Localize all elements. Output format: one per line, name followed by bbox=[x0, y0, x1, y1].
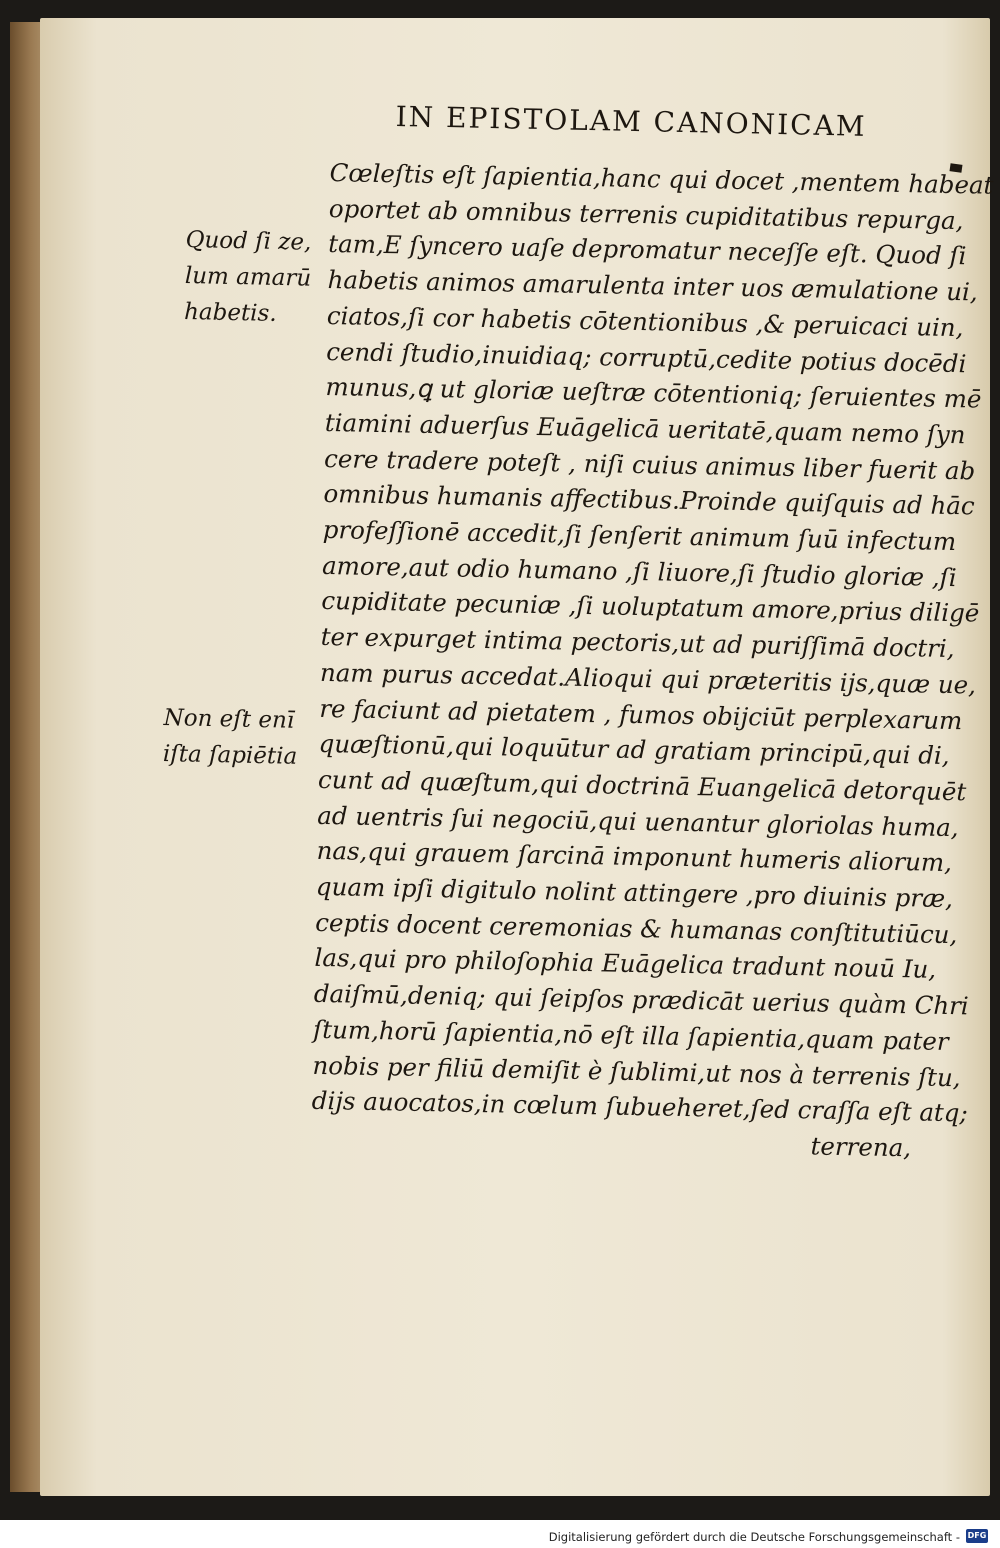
text-line: munus,ꝗ ut gloriæ ueſtræ cōtentioniq; ſeruientes mē bbox=[325, 372, 982, 414]
text-line: quæſtionū,qui loquūtur ad gratiam principū,qui di, bbox=[318, 729, 950, 771]
text-line: habetis animos amarulenta inter uos æmulatione ui, bbox=[327, 265, 978, 307]
text-line: ceptis docent ceremonias & humanas conſtitutiūcu, bbox=[314, 907, 958, 949]
text-line: ſtum,horū ſapientia,nō eſt illa ſapientia,quam pater bbox=[312, 1014, 949, 1056]
text-line: tiamini aduerſus Euāgelicā ueritatē,quam nemo ſyn bbox=[324, 407, 966, 450]
text-line: tam,E ſyncero uaſe depromatur neceſſe eſt. Quod ſi bbox=[328, 229, 967, 271]
body-text bbox=[311, 155, 994, 1167]
marginal-line: Quod ſi ze, bbox=[185, 226, 312, 256]
text-line: omnibus humanis affectibus.Proinde quiſquis ad hāc bbox=[323, 479, 975, 521]
text-line: cere tradere poteſt , niſi cuius animus liber fuerit ab bbox=[323, 443, 976, 486]
text-line: ad uentris ſui negociū,qui uenantur gloriolas huma, bbox=[317, 800, 959, 842]
text-line: ciatos,ſi cor habetis cōtentionibus ,& peruicaci uin, bbox=[326, 300, 964, 343]
marginal-line: lum amarū bbox=[184, 262, 312, 292]
text-line: nam purus accedat.Alioqui qui præteritis ijs,quæ ue, bbox=[319, 657, 977, 700]
catchword: terrena, bbox=[810, 1131, 912, 1163]
text-line: oportet ab omnibus terrenis cupiditatibus repurga, bbox=[328, 193, 964, 235]
text-line: profeſſionē accedit,ſi ſenſerit animum ſuū infectum bbox=[322, 514, 957, 557]
text-line: quam ipſi digitulo nolint attingere ,pro diuinis præ, bbox=[315, 871, 954, 914]
text-line: Cœleſtis eſt ſapientia,hanc qui docet ,mentem habeat bbox=[329, 157, 994, 200]
text-line: cendi ſtudio,inuidiaq; corruptū,cedite potius docēdi bbox=[325, 336, 967, 378]
text-line: daiſmū,deniq; qui ſeipſos prædicāt uerius quàm Chri bbox=[313, 979, 969, 1021]
text-line: ter expurget intima pectoris,ut ad puriſſimā doctri, bbox=[320, 622, 955, 664]
text-line: dijs auocatos,in cœlum ſubueheret,ſed craſſa eſt atq; bbox=[311, 1086, 969, 1128]
text-line: amore,aut odio humano ,ſi liuore,ſi ſtudio gloriæ ,ſi bbox=[321, 550, 957, 592]
text-line: cupiditate pecuniæ ,ſi uoluptatum amore,prius diligē bbox=[321, 586, 980, 628]
marginal-note-2 bbox=[162, 700, 313, 775]
marginal-line: habetis. bbox=[183, 298, 277, 327]
text-line: nobis per filiū demiſit è ſublimi,ut nos à terrenis ſtu, bbox=[312, 1050, 961, 1092]
text-line: las,qui pro philoſophia Euāgelica tradunt nouū Iu, bbox=[314, 943, 937, 985]
marginal-note-1 bbox=[184, 222, 326, 333]
running-header: IN EPISTOLAM CANONICAM bbox=[395, 100, 867, 143]
text-line: re faciunt ad pietatem , fumos obijciūt perplexarum bbox=[319, 693, 963, 735]
dfg-logo: DFG bbox=[966, 1529, 988, 1543]
marginal-line: Non eſt enī bbox=[163, 704, 295, 734]
text-line: nas,qui grauem ſarcinā imponunt humeris aliorum, bbox=[316, 836, 953, 878]
marginal-line: iſta ſapiētia bbox=[162, 740, 298, 770]
text-line: cunt ad quæſtum,qui doctrinā Euangelicā detorquēt bbox=[317, 764, 967, 807]
funding-footer: Digitalisierung gefördert durch die Deutsche Forschungsgemeinschaft - bbox=[548, 1530, 960, 1544]
